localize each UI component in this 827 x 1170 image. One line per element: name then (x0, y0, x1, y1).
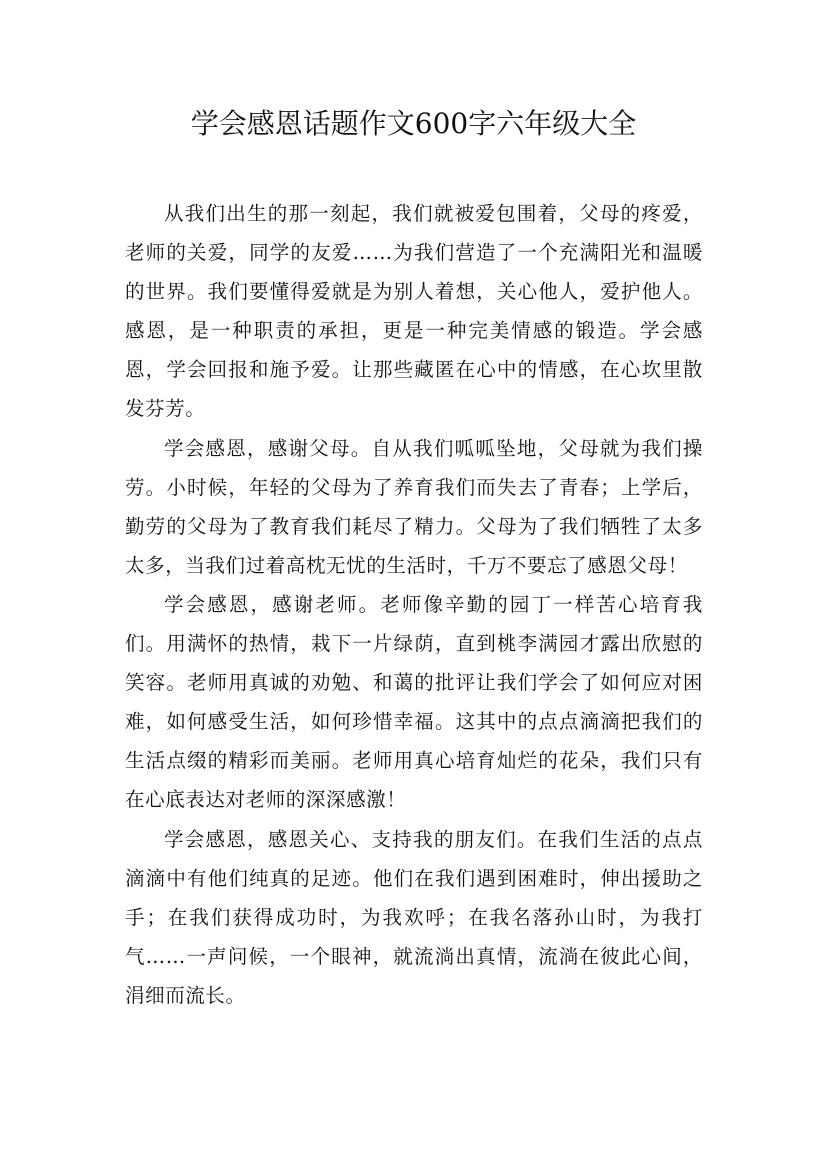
paragraph-2: 学会感恩，感谢父母。自从我们呱呱坠地，父母就为我们操劳。小时候，年轻的父母为了养育我们而失去了青春；上学后，勤劳的父母为了教育我们耗尽了精力。父母为了我们牺牲了太多太多，当我们过着高枕无忧的生活时，千万不要忘了感恩父母！ (125, 436, 703, 577)
document-body (125, 194, 703, 1015)
paragraph-4: 学会感恩，感恩关心、支持我的朋友们。在我们生活的点点滴滴中有他们纯真的足迹。他们在我们遇到困难时，伸出援助之手；在我们获得成功时，为我欢呼；在我名落孙山时，为我打气……一声问候，一个眼神，就流淌出真情，流淌在彼此心间，涓细而流长。 (125, 827, 703, 1007)
document-title: 学会感恩话题作文600字六年级大全 (190, 107, 637, 140)
paragraph-1: 从我们出生的那一刻起，我们就被爱包围着，父母的疼爱，老师的关爱，同学的友爱……为我们营造了一个充满阳光和温暖的世界。我们要懂得爱就是为别人着想，关心他人，爱护他人。感恩，是一种职责的承担，更是一种完美情感的锻造。学会感恩，学会回报和施予爱。让那些藏匿在心中的情感，在心坎里散发芬芳。 (125, 202, 703, 421)
paragraph-3: 学会感恩，感谢老师。老师像辛勤的园丁一样苦心培育我们。用满怀的热情，栽下一片绿荫，直到桃李满园才露出欣慰的笑容。老师用真诚的劝勉、和蔼的批评让我们学会了如何应对困难，如何感受生活，如何珍惜幸福。这其中的点点滴滴把我们的生活点缀的精彩而美丽。老师用真心培育灿烂的花朵，我们只有在心底表达对老师的深深感激！ (125, 592, 703, 812)
